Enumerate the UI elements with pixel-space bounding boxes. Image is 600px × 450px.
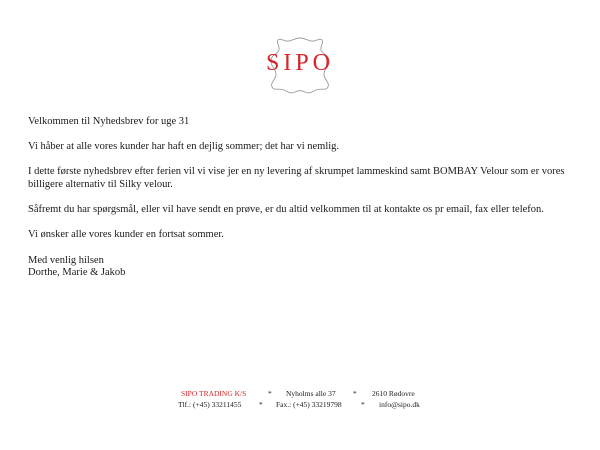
paragraph-1: Vi håber at alle vores kunder har haft en dejlig sommer; det har vi nemlig. (28, 141, 340, 153)
paragraph-2-line-2: billigere alternativ til Silky velour. (28, 178, 173, 190)
paragraph-2 (28, 166, 573, 191)
newsletter-body (28, 116, 573, 280)
paragraph-4: Vi ønsker alle vores kunder en fortsat sommer. (28, 229, 224, 241)
footer-city: 2610 Rødovre (372, 389, 415, 398)
signers: Dorthe, Marie & Jakob (28, 267, 126, 279)
greeting: Velkommen til Nyhedsbrev for uge 31 (28, 116, 190, 127)
footer-separator: * (361, 400, 365, 409)
footer-separator: * (259, 400, 263, 409)
footer-fax: Fax.: (+45) 33219798 (276, 400, 342, 409)
footer-phone: Tlf.: (+45) 33211455 (178, 400, 242, 409)
footer-company: SIPO TRADING K/S (181, 389, 247, 398)
closing: Med venlig hilsen (28, 254, 104, 266)
footer-separator: * (353, 389, 357, 398)
paragraph-3: Såfremt du har spørgsmål, eller vil have sendt en prøve, er du altid velkommen til at kontakte os pr email, fax eller telefon. (28, 204, 544, 216)
paragraph-2-line-1: I dette første nyhedsbrev efter ferien vil vi vise jer en ny levering af skrumpet lammeskind samt BOMBAY Velour som er vores (28, 166, 565, 178)
footer-email[interactable]: info@sipo.dk (379, 400, 420, 409)
logo-text: SIPO (265, 50, 335, 76)
sipo-logo (258, 34, 342, 96)
footer-separator: * (268, 389, 272, 398)
footer-address: Nyholms alle 37 (286, 389, 336, 398)
